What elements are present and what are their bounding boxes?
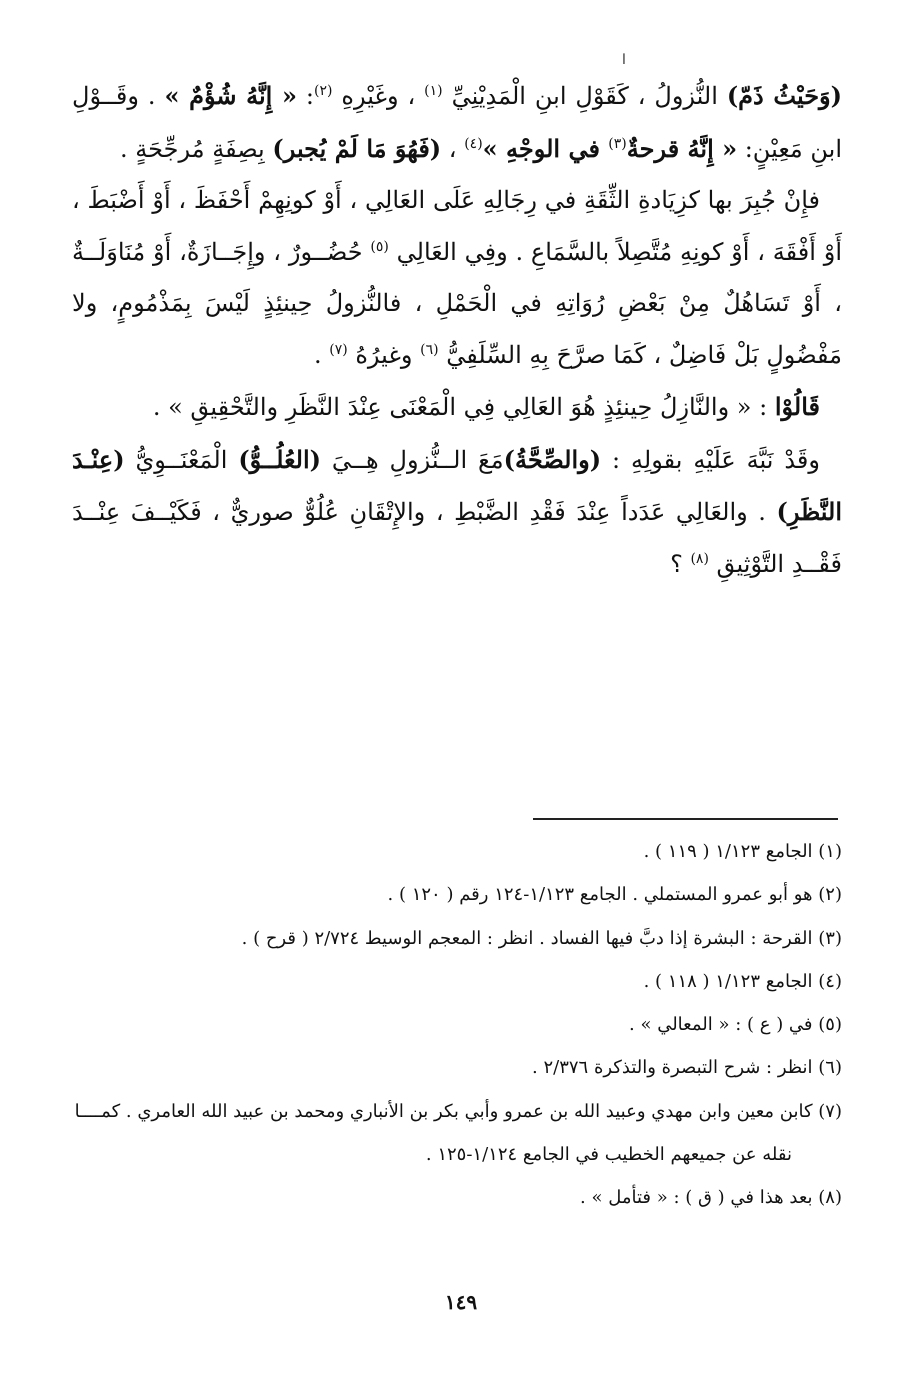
text-run: ، وغَيْرِهِ <box>332 82 425 110</box>
footnote-1: (١) الجامع ١/١٢٣ ( ١١٩ ) . <box>643 841 842 862</box>
footnote-7: (٧) كابن معين وابن مهدي وعبيد الله بن عمرو وأبي بكر بن الأنباري ومحمد بن عبيد الله العامري . كمــــا <box>74 1100 842 1122</box>
footnote-ref-6[interactable]: (٦) <box>420 341 439 358</box>
footnote-ref-7[interactable]: (٧) <box>329 341 348 358</box>
footnote-4: (٤) الجامع ١/١٢٣ ( ١١٨ ) . <box>643 970 842 992</box>
text-run: فإِنْ جُبِرَ بها كزِيَادةِ الثِّقَةِ في رِجَالِهِ عَلَى العَالِي ، أَوْ كونِهِمْ أَحْفَظَ ، أَوْ أَضْبَطَ ، أَوْ أَفْقَهَ ، أَوْ كونِهِ مُتَّصِلاً بالسَّمَاعِ . وفِي العَالِي <box>72 186 843 266</box>
bold-phrase: « إِنَّهُ قرحةٌ <box>626 133 738 163</box>
footnote-3: (٣) القرحة : البشرة إذا دبَّ فيها الفساد . انظر : المعجم الوسيط ٢/٧٢٤ ( قرح ) . <box>241 927 842 949</box>
text-run: وغيرُهُ <box>347 340 421 369</box>
text-run: ؟ <box>670 549 691 578</box>
footnote-ref-4[interactable]: (٤) <box>464 135 483 152</box>
bold-phrase: « إِنَّهُ شُؤْمٌ » <box>164 81 297 110</box>
text-run: الْمَعْنَــوِيُّ <box>124 445 239 474</box>
text-run: : <box>296 82 314 110</box>
text-run: : « والنَّازِلُ حِينئِذٍ هُوَ العَالِي فِي الْمَعْنَى عِنْدَ النَّظَرِ والتَّحْقِيقِ » . <box>152 393 775 421</box>
page-number: ١٤٩ <box>444 1290 478 1314</box>
footnote-7-continuation: نقله عن جميعهم الخطيب في الجامع ١/١٢٤-١٢٥ . <box>425 1144 792 1166</box>
text-run: حُضُــورٌ ، وإِجَــازَةٌ، أَوْ مُنَاوَلَــةٌ ، أَوْ تَسَاهُلٌ مِنْ بَعْضِ رُوَاتِهِ في الْحَمْلِ ، فالنُّزولُ حِينئِذٍ لَيْسَ بِمَذْمُومٍ، ولا مَفْضُولٍ بَلْ فَاضِلٌ ، كَمَا صرَّحَ بِهِ السِّلَفِيُّ <box>72 237 842 369</box>
bold-phrase: (عِنْـدَ النَّظَرِ) <box>72 444 842 526</box>
text-run: النُّزولُ ، كَقَوْلِ ابنِ الْمَدِيْنِيِّ <box>442 82 727 110</box>
footnote-ref-1[interactable]: (١) <box>424 83 443 99</box>
bold-phrase: (والصِّحَّةُ) <box>503 444 602 474</box>
text-run: بِصِفَةٍ مُرجِّحَةٍ . <box>120 134 273 163</box>
footnote-separator <box>533 818 838 820</box>
footnote-2: (٢) هو أبو عمرو المستملي . الجامع ١/١٢٣-١٢٤ رقم ( ١٢٠ ) . <box>387 884 842 906</box>
footnotes <box>72 830 842 1220</box>
top-mark: ا <box>622 52 626 68</box>
paragraph-1 <box>72 70 842 175</box>
text-run: مَعَ الــنُّزولِ هِــيَ <box>321 445 504 474</box>
bold-phrase: (العُلُــوُّ) <box>238 444 321 474</box>
text-run: . وقَــوْلِ ابنِ مَعِيْنٍ: <box>72 82 842 163</box>
footnote-ref-3[interactable]: (٣) <box>608 135 627 152</box>
text-run: ، <box>441 134 465 163</box>
paragraph-4 <box>72 434 842 591</box>
text-run: . والعَالِي عَدَداً عِنْدَ فَقْدِ الضَّبْطِ ، والإِتْقَانِ عُلُوٌّ صوريٌّ ، فَكَيْــفَ عِنْــدَ فَقْــدِ التَّوْثِيقِ <box>72 498 842 578</box>
bold-phrase: (وَحَيْثُ ذَمّ) <box>726 81 842 110</box>
footnote-8: (٨) بعد هذا في ( ق ) : « فتأمل » . <box>580 1187 842 1209</box>
main-text <box>72 70 842 590</box>
footnote-6: (٦) انظر : شرح التبصرة والتذكرة ٢/٣٧٦ . <box>532 1057 842 1079</box>
text-run: . <box>313 340 330 369</box>
text-run: وقَدْ نَبَّهَ عَلَيْهِ بقولِهِ : <box>601 445 820 474</box>
footnote-ref-2[interactable]: (٢) <box>313 83 333 99</box>
paragraph-3 <box>72 381 842 434</box>
paragraph-2 <box>72 175 842 381</box>
footnote-ref-5[interactable]: (٥) <box>370 238 389 255</box>
bold-phrase: قَالُوْا <box>774 392 820 421</box>
bold-phrase: في الوجْهِ » <box>482 133 609 163</box>
footnote-ref-8[interactable]: (٨) <box>690 550 709 567</box>
footnote-5: (٥) في ( ع ) : « المعالي » . <box>629 1014 842 1036</box>
bold-phrase: (فَهُوَ مَا لَمْ يُجبر) <box>272 133 442 163</box>
